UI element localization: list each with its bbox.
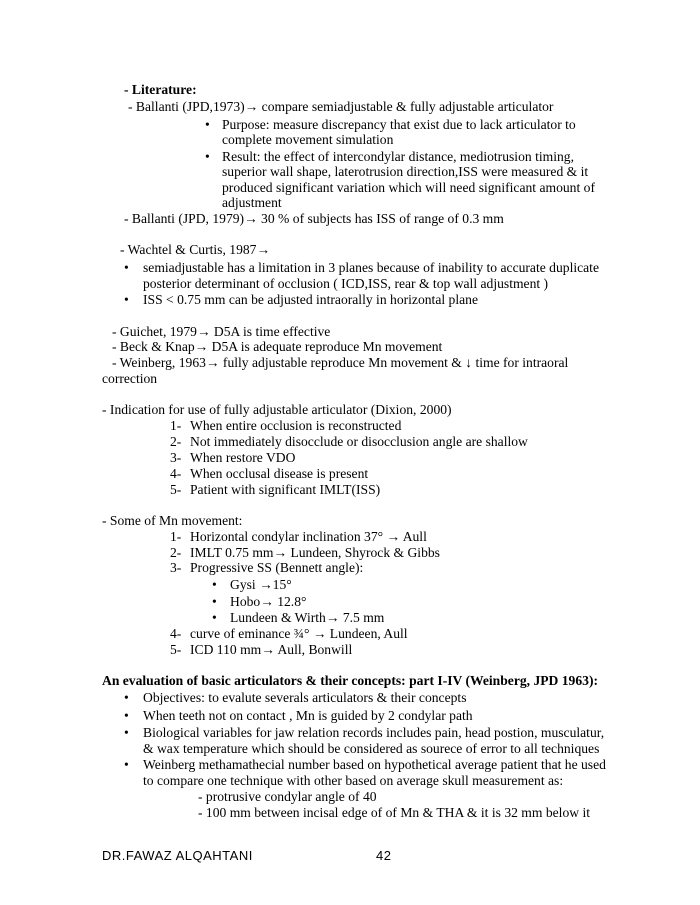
- mn-movement-heading: - Some of Mn movement:: [102, 513, 243, 528]
- wachtel-bullet-1-line-1: semiadjustable has a limitation in 3 planes because of inability to accurate duplicate: [143, 260, 599, 275]
- evaluation-bullet-1: Objectives: to evalute severals articulators & their concepts: [143, 690, 467, 705]
- list-item: ICD 110 mm→ Aull, Bonwill: [190, 642, 353, 657]
- ballanti-1979-line: - Ballanti (JPD, 1979)→ 30 % of subjects has ISS of range of 0.3 mm: [124, 211, 504, 226]
- list-number: 1-: [170, 529, 182, 544]
- list-number: 3-: [170, 450, 182, 465]
- evaluation-dash-item-2: - 100 mm between incisal edge of of Mn & THA & it is 32 mm below it: [198, 805, 591, 820]
- weinberg-1963-line: - Weinberg, 1963→ fully adjustable reproduce Mn movement & ↓ time for intraoral: [112, 355, 569, 370]
- bullet-icon: •: [124, 725, 129, 740]
- sub-list-item: Gysi →15°: [230, 577, 292, 592]
- bullet-icon: •: [124, 260, 129, 275]
- list-item: Horizontal condylar inclination 37° → Aull: [190, 529, 427, 544]
- list-number: 1-: [170, 418, 182, 433]
- bullet-icon: •: [212, 594, 217, 609]
- list-number: 2-: [170, 545, 182, 560]
- indication-heading: - Indication for use of fully adjustable articulator (Dixion, 2000): [102, 402, 452, 417]
- sub-list-item: Lundeen & Wirth→ 7.5 mm: [230, 610, 385, 625]
- bullet-icon: •: [124, 757, 129, 772]
- list-item: IMLT 0.75 mm→ Lundeen, Shyrock & Gibbs: [190, 545, 440, 560]
- list-item: Not immediately disocclude or disocclusion angle are shallow: [190, 434, 528, 449]
- guichet-line: - Guichet, 1979→ D5A is time effective: [112, 324, 331, 339]
- bullet-icon: •: [124, 292, 129, 307]
- bullet-icon: •: [205, 149, 210, 164]
- literature-heading: - Literature:: [124, 82, 197, 97]
- footer-author: DR.FAWAZ ALQAHTANI: [102, 848, 253, 863]
- wachtel-bullet-2: ISS < 0.75 mm can be adjusted intraorally in horizontal plane: [143, 292, 478, 307]
- list-item: Progressive SS (Bennett angle):: [190, 560, 364, 575]
- list-number: 4-: [170, 626, 182, 641]
- list-number: 5-: [170, 482, 182, 497]
- result-line-4: adjustment: [222, 195, 282, 210]
- evaluation-bullet-3-line-2: & wax temperature which should be considered as sourece of error to all techniques: [143, 741, 600, 756]
- evaluation-heading: An evaluation of basic articulators & their concepts: part I-IV (Weinberg, JPD 1963):: [102, 673, 598, 688]
- list-number: 2-: [170, 434, 182, 449]
- result-line-2: superior wall shape, laterotrusion direction,ISS were measured & it: [222, 164, 589, 179]
- list-number: 3-: [170, 560, 182, 575]
- bullet-icon: •: [212, 577, 217, 592]
- page-number: 42: [376, 848, 392, 863]
- wachtel-line: - Wachtel & Curtis, 1987→: [120, 242, 271, 257]
- list-item: curve of eminance ¾° → Lundeen, Aull: [190, 626, 408, 641]
- bullet-icon: •: [124, 690, 129, 705]
- list-item: When restore VDO: [190, 450, 296, 465]
- bullet-icon: •: [205, 117, 210, 132]
- list-item: Patient with significant IMLT(ISS): [190, 482, 381, 497]
- result-line-1: Result: the effect of intercondylar distance, mediotrusion timing,: [222, 149, 574, 164]
- evaluation-dash-item-1: - protrusive condylar angle of 40: [198, 789, 377, 804]
- evaluation-bullet-4-line-1: Weinberg methamathecial number based on hypothetical average patient that he used: [143, 757, 606, 772]
- list-number: 5-: [170, 642, 182, 657]
- list-item: When occlusal disease is present: [190, 466, 369, 481]
- purpose-line-2: complete movement simulation: [222, 132, 394, 147]
- evaluation-bullet-2: When teeth not on contact , Mn is guided by 2 condylar path: [143, 708, 473, 723]
- bullet-icon: •: [212, 610, 217, 625]
- ballanti-1973-line: - Ballanti (JPD,1973)→ compare semiadjustable & fully adjustable articulator: [128, 99, 554, 114]
- weinberg-1963-cont: correction: [102, 371, 158, 386]
- purpose-line-1: Purpose: measure discrepancy that exist due to lack articulator to: [222, 117, 576, 132]
- result-line-3: produced significant variation which will need significant amount of: [222, 180, 595, 195]
- sub-list-item: Hobo→ 12.8°: [230, 594, 307, 609]
- evaluation-bullet-4-line-2: to compare one technique with other based on average skull measurement as:: [143, 773, 564, 788]
- bullet-icon: •: [124, 708, 129, 723]
- evaluation-bullet-3-line-1: Biological variables for jaw relation records includes pain, head postion, musculatur,: [143, 725, 605, 740]
- wachtel-bullet-1-line-2: posterior determinant of occlusion ( ICD,ISS, rear & top wall adjustment ): [143, 276, 549, 291]
- list-item: When entire occlusion is reconstructed: [190, 418, 402, 433]
- beck-line: - Beck & Knap→ D5A is adequate reproduce Mn movement: [112, 339, 443, 354]
- list-number: 4-: [170, 466, 182, 481]
